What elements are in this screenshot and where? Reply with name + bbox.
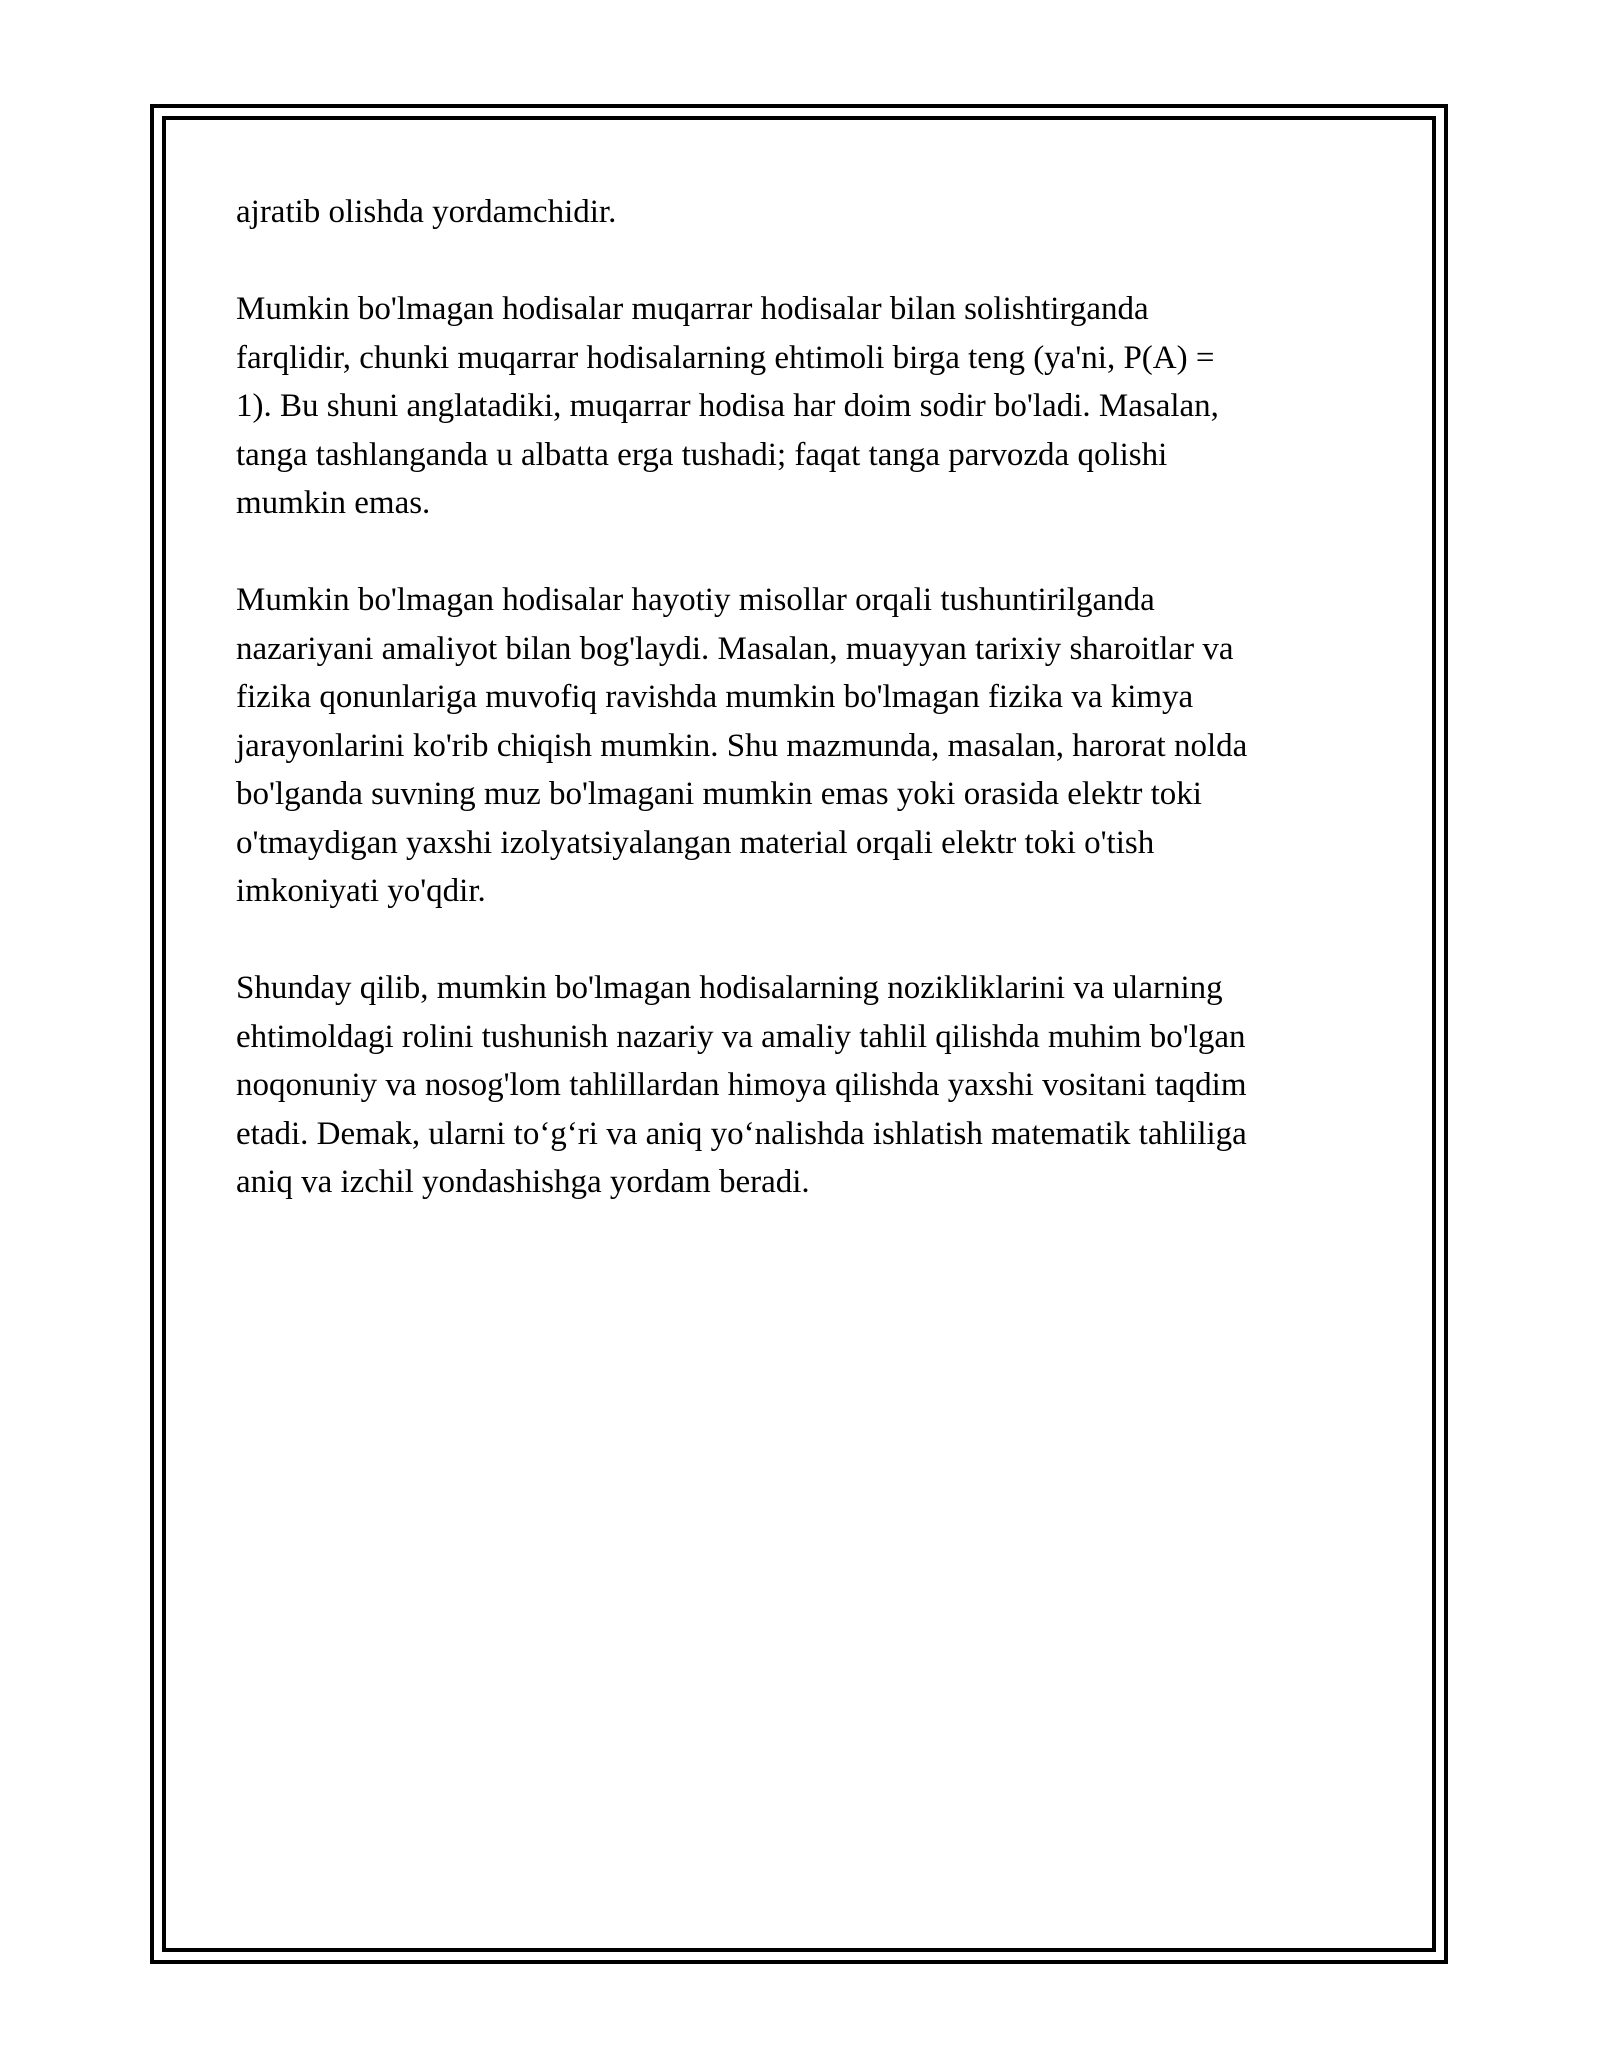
paragraph: Shunday qilib, mumkin bo'lmagan hodisalarning nozikliklarini va ularning ehtimoldagi rolini tushunish nazariy va amaliy tahlil qilishda muhim bo'lgan noqonuniy va nosog'lom tahlillardan himoya qilishda yaxshi vositani taqdim etadi. Demak, ularni to‘g‘ri va aniq yo‘nalishda ishlatish matematik tahliliga aniq va izchil yondashishga yordam beradi. (236, 970, 1247, 1200)
paragraph: ajratib olishda yordamchidir. (236, 194, 617, 230)
paragraph: Mumkin bo'lmagan hodisalar hayotiy misollar orqali tushuntirilganda nazariyani amaliyot bilan bog'laydi. Masalan, muayyan tarixiy sharoitlar va fizika qonunlariga muvofiq ravishda mumkin bo'lmagan fizika va kimya jarayonlarini ko'rib chiqish mumkin. Shu mazmunda, masalan, harorat nolda bo'lganda suvning muz bo'lmagani mumkin emas yoki orasida elektr toki o'tmaydigan yaxshi izolyatsiyalangan material orqali elektr toki o'tish imkoniyati yo'qdir. (236, 582, 1248, 909)
document-body (236, 188, 1376, 1255)
paragraph: Mumkin bo'lmagan hodisalar muqarrar hodisalar bilan solishtirganda farqlidir, chunki muqarrar hodisalarning ehtimoli birga teng (ya'ni, P(A) = 1). Bu shuni anglatadiki, muqarrar hodisa har doim sodir bo'ladi. Masalan, tanga tashlanganda u albatta erga tushadi; faqat tanga parvozda qolishi mumkin emas. (236, 291, 1219, 521)
